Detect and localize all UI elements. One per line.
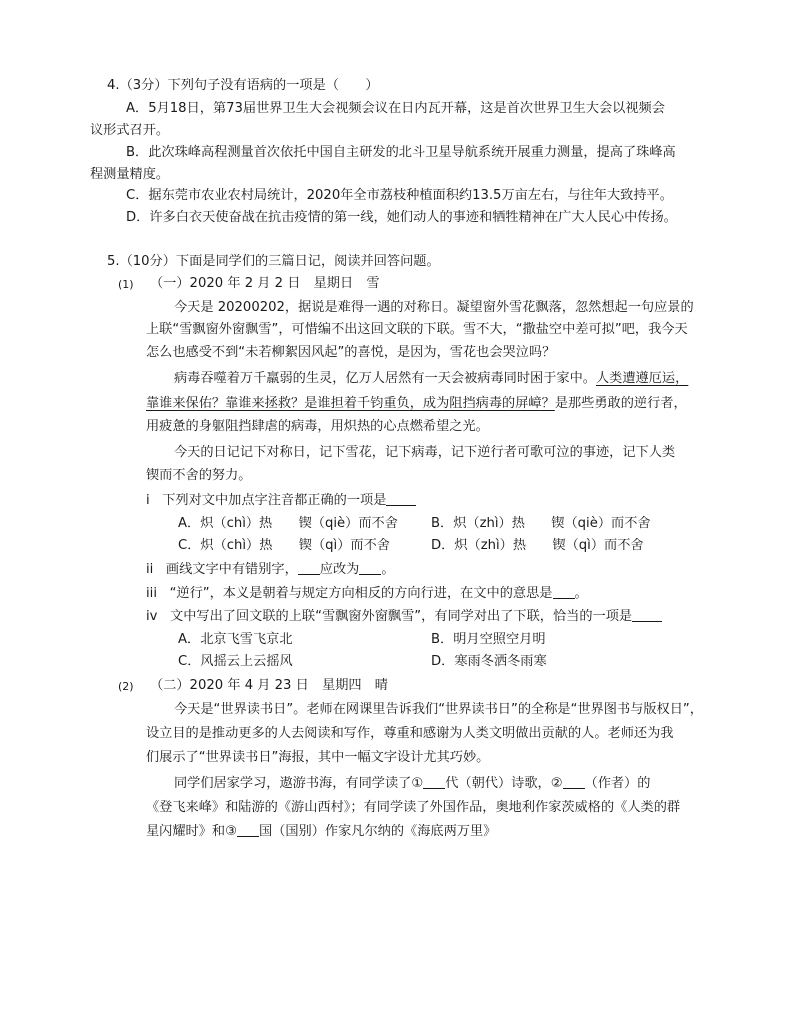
subq-ii-text2: 应改为 [319, 562, 360, 577]
subq-iv-text: 文中写出了回文联的上联“雪飘窗外窗飘雪”，有同学对出了下联，恰当的一项是 [170, 609, 633, 624]
q5-stem: 5.（10分）下面是同学们的三篇日记，阅读并回答问题。 [107, 254, 440, 269]
q4-option-c: C．据东莞市农业农村局统计，2020年全市荔枝种植面积约13.5万亩左右，与往年大致持平。 [126, 188, 673, 203]
answer-blank[interactable] [359, 560, 381, 575]
underlined-text-start: 人类遭遵厄运， [596, 371, 689, 386]
subq-i [146, 491, 416, 511]
diary1-para2-text: 病毒吞噬着万千羸弱的生灵，亿万人居然有一天会被病毒同时困于家中。 [174, 371, 596, 386]
subq-iv-option-b: B．明月空照空月明 [431, 632, 546, 647]
diary1-para2-line3: 用疲惫的身躯阻挡肆虐的病毒，用炽热的心点燃希望之光。 [146, 419, 489, 434]
subq-i-option-d: D．炽（zhì）热 锲（qì）而不舍 [431, 538, 644, 553]
diary1-para2-line1 [174, 369, 688, 389]
subq-ii [146, 560, 395, 580]
diary2-marker: (2) [118, 680, 134, 693]
q4-option-a-line2: 议形式召开。 [90, 123, 170, 138]
diary2-text: 同学们居家学习，遨游书海，有同学读了① [174, 776, 424, 791]
q4-option-a-line1: A．5月18日，第73届世界卫生大会视频会议在日内瓦开幕，这是首次世界卫生大会以视频会 [126, 101, 665, 116]
diary2-para2-line3 [146, 822, 496, 842]
q4-stem: 4.（3分）下列句子没有语病的一项是（ ） [107, 78, 379, 93]
answer-blank[interactable] [386, 491, 416, 506]
diary1-para1-line3: 怎么也感受不到“未若柳絮因风起”的喜悦，是因为，雪花也会哭泣吗？ [146, 345, 556, 360]
answer-blank[interactable] [563, 774, 585, 789]
diary2-heading: （二）2020 年 4 月 23 日 星期四 晴 [150, 678, 388, 693]
answer-blank[interactable] [423, 774, 445, 789]
subq-i-option-a: A．炽（chì）热 锲（qiè）而不舍 [178, 516, 398, 531]
subq-iv-option-d: D．寒雨冬洒冬雨寒 [431, 654, 547, 669]
subq-i-number: i [146, 493, 150, 508]
answer-blank[interactable] [237, 822, 259, 837]
subq-iv [146, 607, 662, 627]
diary1-marker: (1) [118, 278, 134, 291]
answer-blank[interactable] [298, 560, 320, 575]
subq-ii-number: ii [146, 562, 154, 577]
diary2-para1-line2: 设立目的是推动更多的人去阅读和写作，尊重和感谢为人类文明做出贡献的人。老师还为我 [146, 726, 674, 741]
subq-iv-option-c: C．风摇云上云摇风 [178, 654, 293, 669]
subq-iv-option-a: A．北京飞雪飞京北 [178, 632, 293, 647]
diary1-para1-line2: 上联“雪飘窗外窗飘雪”，可惜编不出这回文联的下联。雪不大，“撒盐空中差可拟”吧，我今天 [146, 322, 688, 337]
diary2-para1-line3: 们展示了“世界读书日”海报，其中一幅文字设计尤其巧妙。 [146, 750, 490, 765]
diary1-para3-line1: 今天的日记记下对称日，记下雪花，记下病毒，记下逆行者可歌可泣的事迹，记下人类 [174, 445, 676, 460]
diary1-para3-line2: 锲而不舍的努力。 [146, 468, 252, 483]
diary2-para2-line2: 《登飞来峰》和陆游的《游山西村》；有同学读了外国作品，奥地利作家茨威格的《人类的群 [146, 800, 681, 815]
diary2-para2-line1 [174, 774, 650, 794]
diary2-text2: 代（朝代）诗歌，② [445, 776, 563, 791]
subq-ii-text3: 。 [381, 562, 395, 577]
subq-iii-text2: 。 [574, 586, 588, 601]
answer-blank[interactable] [632, 607, 662, 622]
diary2-para1-line1: 今天是“世界读书日”。老师在网课里告诉我们“世界读书日”的全称是“世界图书与版权日”， [174, 702, 703, 717]
subq-iii-text: “逆行”，本义是朝着与规定方向相反的方向行进，在文中的意思是 [169, 586, 553, 601]
subq-i-option-c: C．炽（chì）热 锲（qì）而不舍 [178, 538, 390, 553]
diary1-para2-line2 [146, 394, 687, 414]
diary1-para1-line1: 今天是 20200202，据说是难得一遇的对称日。凝望窗外雪花飘落，忽然想起一句应景的 [174, 300, 694, 315]
diary1-heading: （一）2020 年 2 月 2 日 星期日 雪 [150, 276, 380, 291]
subq-ii-text: 画线文字中有错别字， [165, 562, 298, 577]
diary2-text4: 星闪耀时》和③ [146, 824, 237, 839]
diary1-para2-text-cont: 是那些勇敢的逆行者， [554, 396, 687, 411]
diary2-text5: 国（国别）作家凡尔纳的《海底两万里》 [258, 824, 497, 839]
subq-i-text: 下列对文中加点字注音都正确的一项是 [162, 493, 387, 508]
underlined-text: 靠谁来保佑？靠谁来拯救？是谁担着千钧重负，成为阻挡病毒的屏嶂？ [146, 396, 555, 411]
q4-option-b-line2: 程测量精度。 [90, 167, 170, 182]
subq-i-option-b: B．炽（zhì）热 锲（qiè）而不舍 [431, 516, 651, 531]
subq-iii-number: iii [146, 586, 157, 601]
answer-blank[interactable] [553, 584, 575, 599]
diary2-text3: （作者）的 [584, 776, 651, 791]
q4-option-b-line1: B．此次珠峰高程测量首次依托中国自主研发的北斗卫星导航系统开展重力测量，提高了珠峰高 [126, 145, 676, 160]
subq-iii [146, 584, 588, 604]
q4-option-d: D．许多白衣天使奋战在抗击疫情的第一线，她们动人的事迹和牺牲精神在广大人民心中传扬。 [126, 210, 677, 225]
subq-iv-number: iv [146, 609, 158, 624]
